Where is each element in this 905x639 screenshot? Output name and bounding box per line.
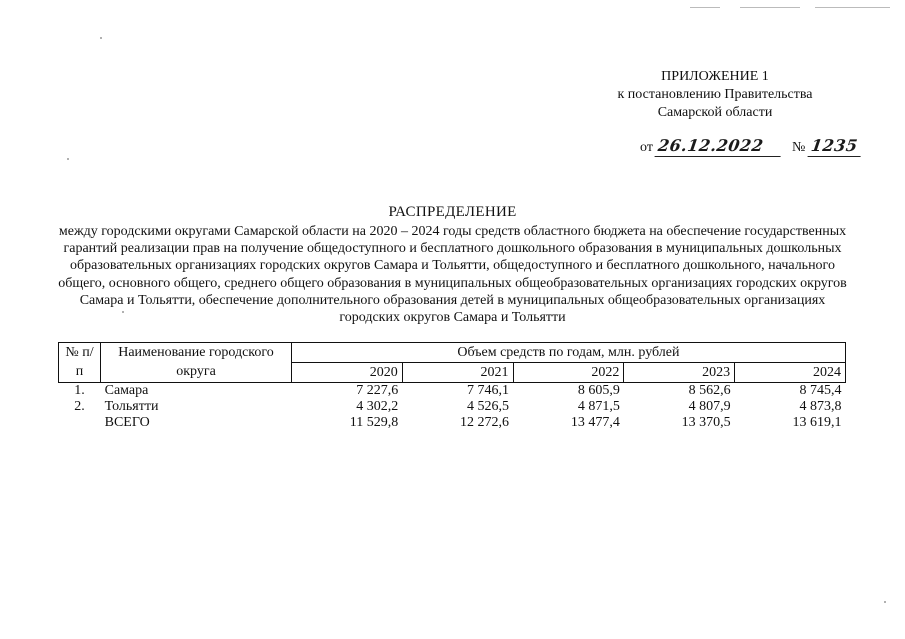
row-value: 11 529,8 [349, 415, 399, 430]
decree-date-number [640, 136, 861, 158]
date-label: от [640, 140, 653, 155]
row-value: 4 871,5 [577, 399, 620, 414]
number-label: № [791, 140, 806, 155]
table-row [59, 399, 846, 415]
row-value: 4 807,9 [688, 399, 731, 414]
year-header: 2021 [402, 363, 513, 383]
row-number [59, 415, 101, 431]
row-number: 2. [74, 399, 85, 414]
appendix-title: ПРИЛОЖЕНИЕ 1 [661, 69, 769, 84]
decree-date: 26.12.2022 [655, 136, 784, 157]
row-name: Самара [104, 383, 149, 398]
column-header-group: Объем средств по годам, млн. рублей [291, 343, 845, 363]
row-value: 8 605,9 [577, 383, 620, 398]
appendix-line-3: Самарской области [657, 105, 773, 120]
row-value: 7 227,6 [356, 383, 399, 398]
document-description: между городскими округами Самарской области на 2020 – 2024 годы средств областного бюджета на обеспечение государственных гарантий реализации прав на получение общедоступного и бесплатного дошкольного образования в муниципальных дошкольных образовательных организациях городских округов Самара и Тольятти, общедоступного и бесплатного дошкольного, начального общего, основного общего, среднего общего образования в муниципальных общеобразовательных организациях городских округов Самара и Тольятти, обеспечение дополнительного образования детей в муниципальных общеобразовательных организациях городских округов Самара и Тольятти [58, 224, 847, 326]
column-header-number: № п/п [59, 343, 101, 383]
scan-artifact-line [690, 7, 720, 8]
year-header: 2024 [735, 363, 846, 383]
row-value: 4 526,5 [467, 399, 510, 414]
scan-artifact-line [815, 7, 890, 8]
document-title: РАСПРЕДЕЛЕНИЕ [388, 204, 517, 220]
year-header: 2022 [513, 363, 624, 383]
year-header: 2023 [624, 363, 735, 383]
row-number: 1. [74, 383, 85, 398]
column-header-name: Наименование городского округа [101, 343, 292, 383]
decree-number: 1235 [807, 136, 862, 157]
distribution-table [58, 342, 846, 431]
row-value: 12 272,6 [460, 415, 510, 430]
scan-artifact-line [740, 7, 800, 8]
row-value: 7 746,1 [467, 383, 510, 398]
scan-speck [67, 158, 69, 160]
year-header: 2020 [291, 363, 402, 383]
row-value: 4 873,8 [799, 399, 842, 414]
row-name: ВСЕГО [104, 415, 150, 430]
row-value: 8 562,6 [688, 383, 731, 398]
appendix-line-2: к постановлению Правительства [617, 87, 813, 102]
appendix-block [585, 68, 845, 122]
row-value: 4 302,2 [356, 399, 399, 414]
row-value: 8 745,4 [799, 383, 842, 398]
row-value: 13 477,4 [570, 415, 620, 430]
table-row-total [59, 415, 846, 431]
row-value: 13 370,5 [681, 415, 731, 430]
row-name: Тольятти [104, 399, 159, 414]
row-value: 13 619,1 [792, 415, 842, 430]
table-row [59, 383, 846, 400]
scan-speck [100, 37, 102, 39]
table-header-row [59, 343, 846, 363]
scan-speck [884, 601, 886, 603]
